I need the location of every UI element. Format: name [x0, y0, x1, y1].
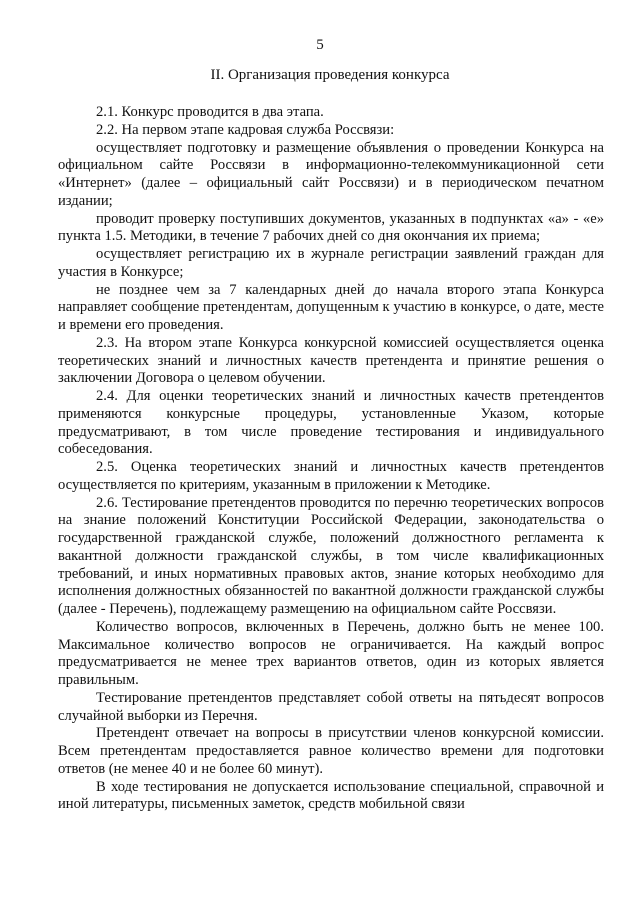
paragraph-2-6: 2.6. Тестирование претендентов проводится по перечню теоретических вопросов на знание положений Конституции Российской Федерации, законодательства о государственной гражданской службе, положений должностного регламента к вакантной должности гражданской службы, в том числе квалификационных требований, и иных нормативных правовых актов, знание которых необходимо для исполнения должностных обязанностей по вакантной должности гражданской службы (далее - Перечень), подлежащему размещению на официальном сайте Россвязи. — [58, 494, 604, 617]
paragraph-2-1: 2.1. Конкурс проводится в два этапа. — [96, 104, 324, 120]
paragraph-2-3: 2.3. На втором этапе Конкурса конкурсной комиссией осуществляется оценка теоретических знаний и личностных качеств претендента и принятие решения о заключении Договора о целевом обучении. — [58, 334, 604, 387]
paragraph-test-time: Претендент отвечает на вопросы в присутствии членов конкурсной комиссии. Всем претендентам предоставляется равное количество времени для подготовки ответов (не менее 40 и не более 60 минут). — [58, 725, 604, 777]
page-number: 5 — [316, 37, 324, 53]
paragraph-2-2: 2.2. На первом этапе кадровая служба Россвязи: — [96, 121, 395, 138]
paragraph-test-format: Тестирование претендентов представляет собой ответы на пятьдесят вопросов случайной выборки из Перечня. — [58, 689, 604, 724]
paragraph-2-2-item-1: осуществляет подготовку и размещение объявления о проведении Конкурса на официальном сайте Россвязи в информационно-телекоммуникационной сети «Интернет» (далее – официальный сайт Россвязи) и в периодическом печатном издании; — [58, 139, 604, 209]
paragraph-2-4: 2.4. Для оценки теоретических знаний и личностных качеств претендентов применяются конкурсные процедуры, установленные Указом, которые предусматривают, в том числе проведение тестирования и индивидуального собеседования. — [58, 388, 604, 458]
paragraph-2-2-item-4: не позднее чем за 7 календарных дней до начала второго этапа Конкурса направляет сообщение претендентам, допущенным к участию в конкурсе, о дате, месте и времени его проведения. — [58, 281, 604, 333]
paragraph-2-2-item-3: осуществляет регистрацию их в журнале регистрации заявлений граждан для участия в Конкурсе; — [58, 246, 604, 280]
paragraph-2-5: 2.5. Оценка теоретических знаний и личностных качеств претендентов осуществляется по критериям, указанным в приложении к Методике. — [58, 459, 604, 493]
section-title: II. Организация проведения конкурса — [210, 67, 450, 83]
paragraph-2-2-item-2: проводит проверку поступивших документов, указанных в подпунктах «а» - «е» пункта 1.5. Методики, в течение 7 рабочих дней со дня окончания их приема; — [58, 210, 604, 245]
document-body — [58, 104, 604, 814]
paragraph-test-restrictions: В ходе тестирования не допускается использование специальной, справочной и иной литературы, письменных заметок, средств мобильной связи — [58, 778, 604, 813]
paragraph-question-count: Количество вопросов, включенных в Перечень, должно быть не менее 100. Максимальное количество вопросов не ограничивается. На каждый вопрос предусматривается не менее трех вариантов ответов, один из которых является правильным. — [58, 618, 604, 688]
